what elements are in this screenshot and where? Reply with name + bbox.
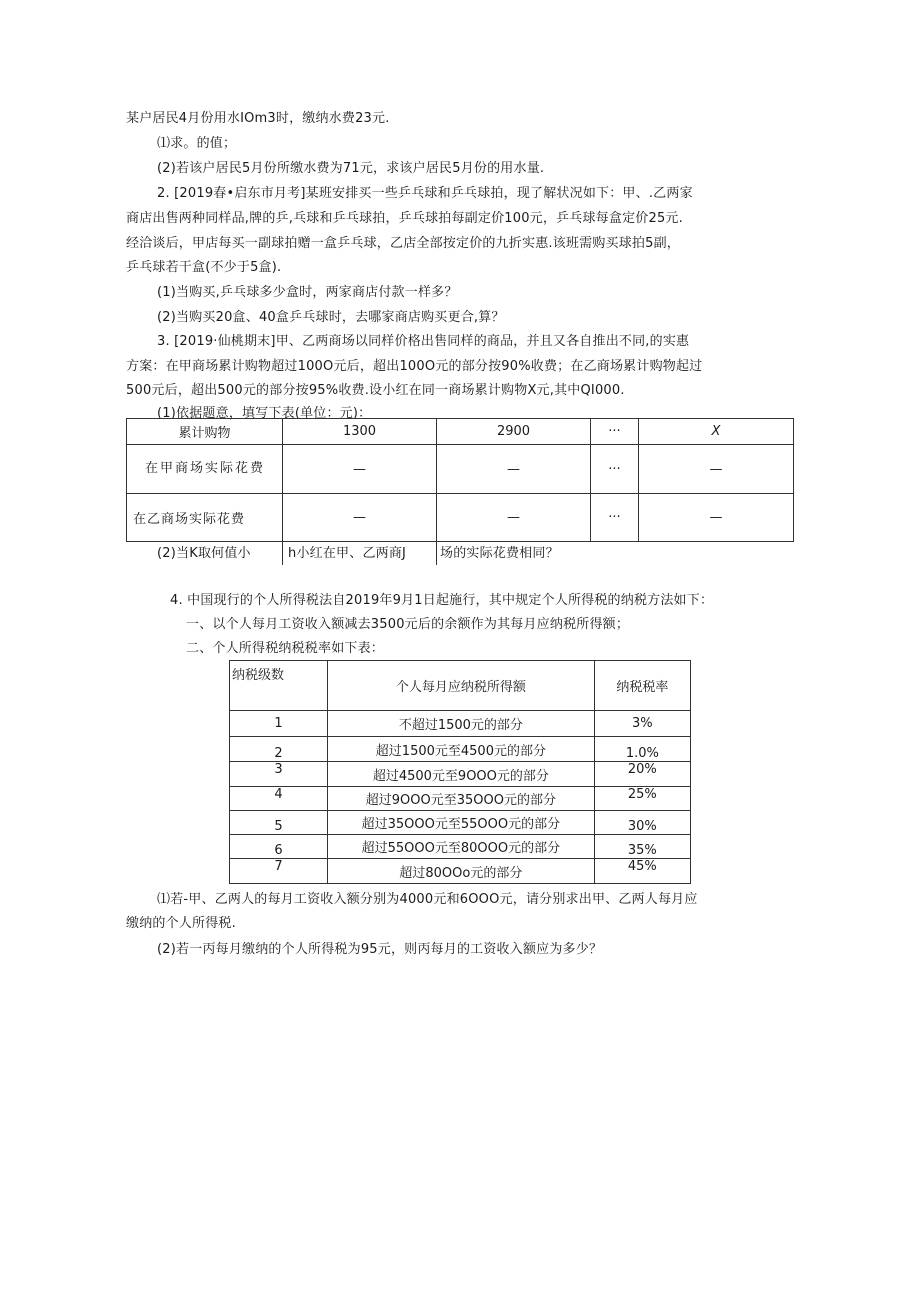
- table-cell: ···: [591, 494, 639, 542]
- table-header-row: [127, 419, 794, 445]
- tax-level: 1: [230, 711, 328, 737]
- problem1-question2: (2)若该户居民5月份所缴水费为71元，求该户居民5月份的用水量.: [157, 161, 545, 176]
- table-cell: —: [639, 445, 794, 494]
- table-row: [230, 787, 691, 811]
- tax-range: 超过80OOo元的部分: [328, 859, 595, 884]
- table-row: [230, 811, 691, 835]
- problem2-line4: 乒乓球若干盒(不少于5盒).: [126, 260, 282, 275]
- tax-rate: 1.0%: [594, 737, 690, 762]
- table-row-label: 在乙商场实际花费: [127, 494, 283, 542]
- table-row: [230, 762, 691, 787]
- tax-range: 不超过1500元的部分: [328, 711, 595, 737]
- table-row: [230, 835, 691, 859]
- problem2-question2: (2)当购买20盒、40盒乒乓球时，去哪家商店购买更合,算？: [157, 310, 505, 325]
- tax-level: 4: [230, 787, 328, 811]
- problem3-question2-part3: 场的实际花费相同？: [440, 546, 559, 561]
- tax-level: 3: [230, 762, 328, 787]
- tax-rate: 25%: [594, 787, 690, 811]
- problem3-line1: 3. [2019·仙桃期末]甲、乙两商场以同样价格出售同样的商品，并且又各自推出不同,的实惠: [157, 334, 690, 349]
- table-row: [127, 494, 794, 542]
- problem4-line1: 4. 中国现行的个人所得税法自2019年9月1日起施行，其中规定个人所得税的纳税方法如下：: [170, 593, 714, 608]
- tax-rate: 35%: [594, 835, 690, 859]
- tax-range: 超过55OOO元至80OOO元的部分: [328, 835, 595, 859]
- table-row: [230, 711, 691, 737]
- tax-level: 7: [230, 859, 328, 884]
- tax-rate: 30%: [594, 811, 690, 835]
- table-cell: —: [437, 445, 591, 494]
- problem2-question1: (1)当购买,乒乓球多少盒时，两家商店付款一样多？: [157, 285, 458, 300]
- problem1-question1: ⑴求。的值；: [157, 136, 237, 151]
- tax-level: 6: [230, 835, 328, 859]
- problem2-line3: 经洽谈后，甲店每买一副球拍赠一盒乒乓球，乙店全部按定价的九折实惠.该班需购买球拍5副，: [126, 236, 681, 251]
- table-cell: ···: [591, 445, 639, 494]
- problem3-line2: 方案：在甲商场累计购物超过100O元后，超出100O元的部分按90%收费；在乙商场累计购物起过: [126, 359, 703, 374]
- tax-rate-table: [229, 660, 691, 884]
- table-cell: 1300: [283, 419, 437, 445]
- table-cell: —: [283, 445, 437, 494]
- tax-range: 超过9OOO元至35OOO元的部分: [328, 787, 595, 811]
- tax-rate: 3%: [594, 711, 690, 737]
- problem3-question2-part1: (2)当K取何值小: [157, 546, 251, 561]
- table-row-label: 在甲商场实际花费: [127, 445, 283, 494]
- tax-level: 5: [230, 811, 328, 835]
- table-cell: —: [283, 494, 437, 542]
- problem4-line2: 一、以个人每月工资收入额减去3500元后的余额作为其每月应纳税所得额；: [186, 617, 630, 632]
- table-row: [230, 859, 691, 884]
- tax-rate: 45%: [594, 859, 690, 884]
- table-row: [230, 737, 691, 762]
- problem4-question1-line1: ⑴若-甲、乙两人的每月工资收入额分别为4000元和6OOO元，请分别求出甲、乙两人每月应: [157, 892, 698, 907]
- table-header-row: [230, 661, 691, 711]
- problem4-line3: 二、个人所得税纳税税率如下表：: [186, 641, 385, 656]
- table-header-cell: 纳税税率: [594, 661, 690, 711]
- table-row: [127, 445, 794, 494]
- table-cell: ···: [591, 419, 639, 445]
- tax-rate: 20%: [594, 762, 690, 787]
- table-cell: X: [639, 419, 794, 445]
- tax-range: 超过1500元至4500元的部分: [328, 737, 595, 762]
- table-cell: —: [437, 494, 591, 542]
- tax-range: 超过35OOO元至55OOO元的部分: [328, 811, 595, 835]
- problem1-text: 某户居民4月份用水IOm3时，缴纳水费23元.: [126, 111, 390, 126]
- tax-range: 超过4500元至9OOO元的部分: [328, 762, 595, 787]
- problem3-line3: 500元后，超出500元的部分按95%收费.设小红在同一商场累计购物X元,其中QI000.: [126, 383, 625, 398]
- table-cell: —: [639, 494, 794, 542]
- tax-level: 2: [230, 737, 328, 762]
- table-cell: 2900: [437, 419, 591, 445]
- divider: [282, 541, 283, 565]
- divider: [436, 541, 437, 565]
- problem3-question2-part2: h小红在甲、乙两商J: [288, 546, 407, 561]
- problem2-line2: 商店出售两种同样品,牌的乒,乓球和乒乓球拍，乒乓球拍每副定价100元，乒乓球每盒定价25元.: [126, 211, 683, 226]
- problem2-line1: 2. [2019春•启东市月考]某班安排买一些乒乓球和乒乓球拍，现了解状况如下：甲、.乙两家: [157, 186, 693, 201]
- table-header-cell: 个人每月应纳税所得额: [328, 661, 595, 711]
- problem4-question1-line2: 缴纳的个人所得税.: [126, 916, 236, 931]
- table-header-cell: 纳税级数: [230, 661, 328, 711]
- problem4-question2: (2)若一丙每月缴纳的个人所得税为95元，则丙每月的工资收入额应为多少？: [157, 942, 603, 957]
- problem3-question1: (1)依据题意，填写下表(单位：元)：: [157, 406, 372, 421]
- shopping-cost-table: [126, 418, 794, 542]
- table-cell: 累计购物: [127, 419, 283, 445]
